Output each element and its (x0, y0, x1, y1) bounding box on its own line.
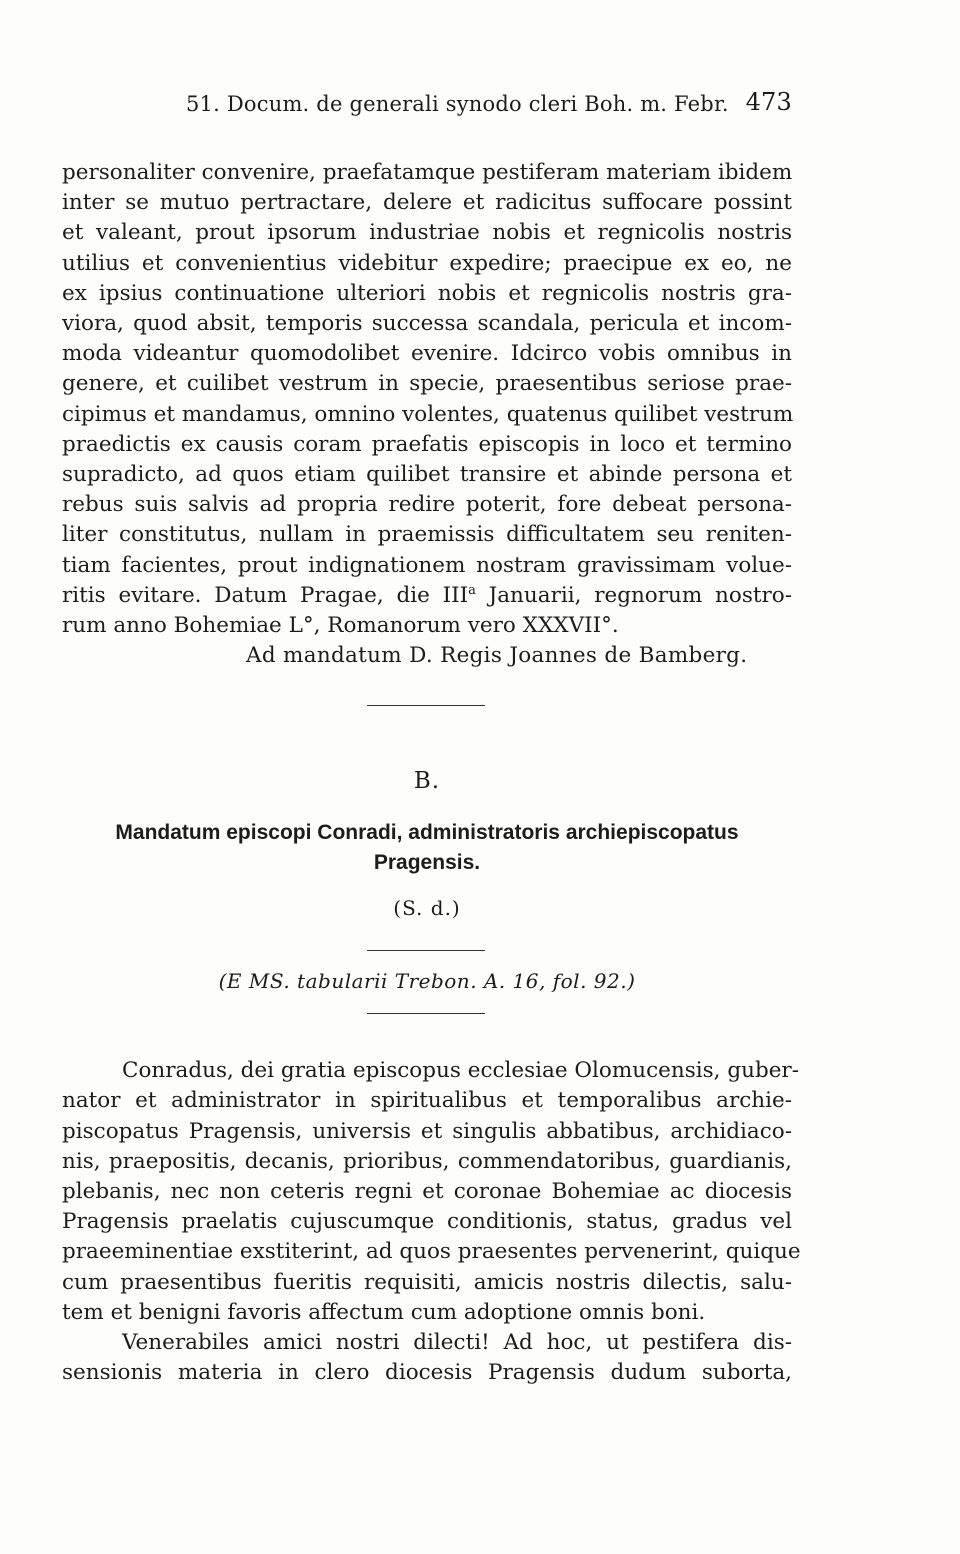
text-line: praedictis ex causis coram praefatis episcopis in loco et termino (62, 431, 792, 457)
text-line: tiam facientes, prout indignationem nostram gravissimam volue- (62, 552, 792, 578)
text-line: sensionis materia in clero diocesis Pragensis dudum suborta, (62, 1360, 792, 1386)
heading-line-2: Pragensis. (373, 851, 481, 875)
text-line: et valeant, prout ipsorum industriae nobis et regnicolis nostris (62, 220, 792, 246)
text-line: praeeminentiae exstiterint, ad quos praesentes pervenerint, quique (62, 1239, 801, 1265)
heading-line-1: Mandatum episcopi Conradi, administratoris archiepiscopatus (115, 821, 739, 845)
text-line: liter constitutus, nullam in praemissis difficultatem seu reniten- (62, 522, 792, 548)
dateline: (S. d.) (393, 896, 461, 921)
text-line: plebanis, nec non ceteris regni et coronae Bohemiae ac diocesis (62, 1179, 792, 1205)
source-citation: (E MS. tabularii Trebon. A. 16, fol. 92.) (218, 969, 636, 994)
text-line: piscopatus Pragensis, universis et singulis abbatibus, archidiaco- (62, 1118, 792, 1144)
text-line: tem et benigni favoris affectum cum adoptione omnis boni. (62, 1299, 706, 1325)
text-line-with-superscript (62, 581, 792, 611)
document-heading (62, 818, 792, 878)
document-page (62, 88, 801, 1388)
text-line: ex ipsius continuatione ulteriori nobis et regnicolis nostris gra- (62, 280, 792, 306)
text-line: inter se mutuo pertractare, delere et radicitus suffocare possint (62, 190, 792, 216)
line-end: Januarii, regnorum nostro- (475, 582, 792, 608)
separator-rule (367, 1013, 485, 1014)
text-line: supradicto, ad quos etiam quilibet transire et abinde persona et (62, 462, 792, 488)
text-line: rebus suis salvis ad propria redire poterit, fore debeat persona- (62, 492, 792, 518)
line-start: ritis evitare. Datum Pragae, die III (62, 582, 469, 608)
text-line: nis, praepositis, decanis, prioribus, commendatoribus, guardianis, (62, 1148, 792, 1174)
page-number: 473 (745, 88, 792, 116)
text-line: utilius et convenientius videbitur expedire; praecipue ex eo, ne (62, 250, 792, 276)
text-line: viora, quod absit, temporis successa scandala, pericula et incom- (62, 311, 792, 337)
text-line: nator et administrator in spiritualibus et temporalibus archie- (62, 1088, 792, 1114)
section-letter: B. (413, 768, 441, 795)
running-head-title: 51. Docum. de generali synodo cleri Boh. m. Febr. (186, 92, 729, 116)
text-line: cipimus et mandamus, omnino volentes, quatenus quilibet vestrum (62, 401, 794, 427)
text-line: personaliter convenire, praefatamque pestiferam materiam ibidem (62, 160, 793, 185)
superscript-a: a (468, 582, 476, 598)
separator-rule (367, 950, 485, 951)
text-line: rum anno Bohemiae L°, Romanorum vero XXXVII°. (62, 613, 619, 639)
text-line: Pragensis praelatis cujuscumque conditionis, status, gradus vel (62, 1209, 792, 1235)
body-paragraph-1 (62, 158, 792, 641)
separator-rule (367, 705, 485, 706)
body-paragraph-2 (62, 1056, 801, 1328)
text-line: Conradus, dei gratia episcopus ecclesiae Olomucensis, guber- (122, 1058, 799, 1084)
running-head (62, 88, 792, 124)
body-paragraph-3 (62, 1328, 792, 1388)
signature-line: Ad mandatum D. Regis Joannes de Bamberg. (246, 643, 748, 669)
text-line: genere, et cuilibet vestrum in specie, praesentibus seriose prae- (62, 371, 792, 397)
text-line: moda videantur quomodolibet evenire. Idcirco vobis omnibus in (62, 341, 792, 367)
text-line: cum praesentibus fueritis requisiti, amicis nostris dilectis, salu- (62, 1269, 792, 1295)
text-line: Venerabiles amici nostri dilecti! Ad hoc, ut pestifera dis- (122, 1330, 792, 1356)
